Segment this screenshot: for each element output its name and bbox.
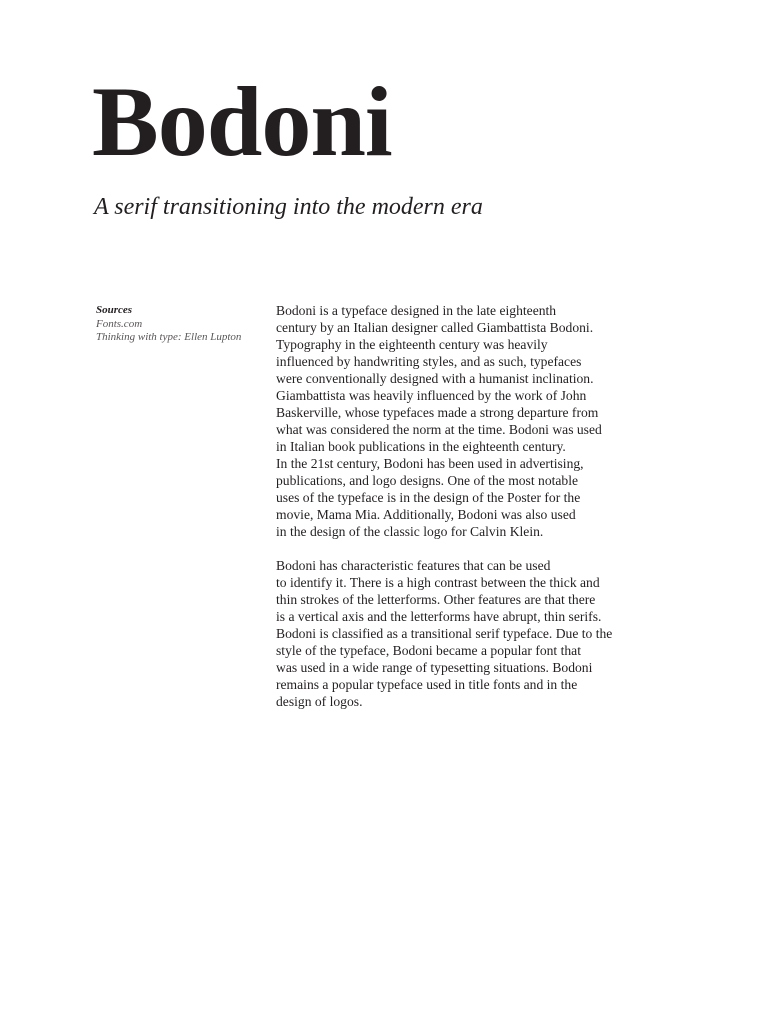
text-line: design of logos. <box>276 694 363 709</box>
text-line: century by an Italian designer called Giambattista Bodoni. <box>276 320 594 335</box>
source-item: Thinking with type: Ellen Lupton <box>96 331 242 343</box>
sources-heading: Sources <box>96 304 133 316</box>
text-line: Bodoni is classified as a transitional serif typeface. Due to the <box>276 626 613 641</box>
page-subtitle: A serif transitioning into the modern era <box>94 194 483 220</box>
body-paragraph <box>276 302 686 540</box>
text-line: influenced by handwriting styles, and as such, typefaces <box>276 354 582 369</box>
text-line: what was considered the norm at the time. Bodoni was used <box>276 422 602 437</box>
text-line: publications, and logo designs. One of the most notable <box>276 473 579 488</box>
text-line: movie, Mama Mia. Additionally, Bodoni was also used <box>276 507 576 522</box>
text-line: Giambattista was heavily influenced by the work of John <box>276 388 587 403</box>
text-line: were conventionally designed with a humanist inclination. <box>276 371 594 386</box>
text-line: Baskerville, whose typefaces made a strong departure from <box>276 405 599 420</box>
text-line: Bodoni has characteristic features that can be used <box>276 558 551 573</box>
text-line: In the 21st century, Bodoni has been used in advertising, <box>276 456 584 471</box>
source-item: Fonts.com <box>96 317 143 330</box>
body-paragraph <box>276 557 686 710</box>
text-line: style of the typeface, Bodoni became a popular font that <box>276 643 581 658</box>
text-line: in Italian book publications in the eighteenth century. <box>276 439 566 454</box>
text-line: thin strokes of the letterforms. Other features are that there <box>276 592 596 607</box>
text-line: in the design of the classic logo for Calvin Klein. <box>276 524 544 539</box>
text-line: remains a popular typeface used in title fonts and in the <box>276 677 578 692</box>
text-line: uses of the typeface is in the design of the Poster for the <box>276 490 581 505</box>
text-line: to identify it. There is a high contrast between the thick and <box>276 575 600 590</box>
text-line: Typography in the eighteenth century was heavily <box>276 337 548 352</box>
text-line: Bodoni is a typeface designed in the late eighteenth <box>276 303 557 318</box>
page-title: Bodoni <box>92 66 392 177</box>
text-line: is a vertical axis and the letterforms have abrupt, thin serifs. <box>276 609 602 624</box>
text-line: was used in a wide range of typesetting situations. Bodoni <box>276 660 593 675</box>
body-text <box>276 302 686 727</box>
sources-sidebar <box>96 304 271 345</box>
